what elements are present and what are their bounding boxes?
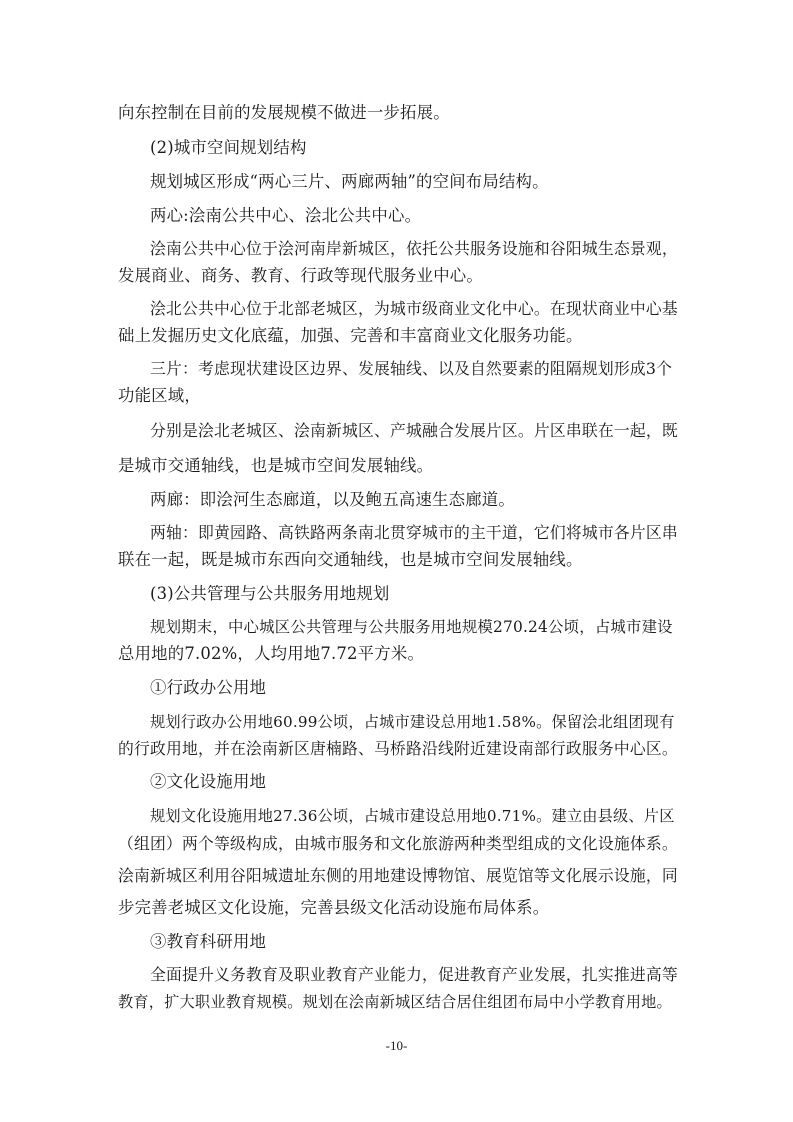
text-line: 浍南公共中心位于浍河南岸新城区，依托公共服务设施和谷阳城生态景观， [150,239,678,258]
text-line: 规划行政办公用地60.99公顷，占城市建设总用地1.58%。保留浍北组团现有 [150,713,675,731]
text-line: 浍北公共中心位于北部老城区，为城市级商业文化中心。在现状商业中心基 [150,299,678,318]
text-line: 浍南新城区利用谷阳城遗址东侧的用地建设博物馆、展览馆等文化展示设施，同 [118,866,678,885]
section-heading: (2)城市空间规划结构 [150,138,307,157]
text-line: 步完善老城区文化设施，完善县级文化活动设施布局体系。 [118,898,550,917]
text-line: 联在一起，既是城市东西向交通轴线，也是城市空间发展轴线。 [118,550,583,569]
section-heading: (3)公共管理与公共服务用地规划 [150,584,390,603]
text-line: 规划文化设施用地27.36公顷，占城市建设总用地0.71%。建立由县级、片区 [150,807,675,825]
subsection-heading: ②文化设施用地 [150,772,267,791]
text-line: （组团）两个等级构成，由城市服务和文化旅游两种类型组成的文化设施体系。 [118,834,678,853]
subsection-heading: ①行政办公用地 [150,678,267,697]
text-line: 发展商业、商务、教育、行政等现代服务业中心。 [118,266,483,285]
text-line: 规划期末，中心城区公共管理与公共服务用地规模270.24公顷，占城市建设 [150,618,673,636]
text-line: 三片：考虑现状建设区边界、发展轴线、以及自然要素的阻隔规划形成3个 [150,359,673,378]
text-line: 全面提升义务教育及职业教育产业能力，促进教育产业发展，扎实推进高等 [150,965,678,984]
text-line: 是城市交通轴线，也是城市空间发展轴线。 [118,456,434,475]
text-line: 分别是浍北老城区、浍南新城区、产城融合发展片区。片区串联在一起，既 [150,421,678,440]
text-line: 的行政用地，并在浍南新区唐楠路、马桥路沿线附近建设南部行政服务中心区。 [118,739,678,758]
text-line: 总用地的7.02%，人均用地7.72平方米。 [118,644,425,663]
text-line: 向东控制在目前的发展规模不做进一步拓展。 [118,103,450,122]
text-line: 两心:浍南公共中心、浍北公共中心。 [150,206,422,225]
subsection-heading: ③教育科研用地 [150,932,267,951]
text-line: 两廊：即浍河生态廊道，以及鲍五高速生态廊道。 [150,490,515,509]
page-number: -10- [385,1038,408,1053]
text-line: 功能区域， [118,386,201,405]
text-line: 两轴：即黄园路、高铁路两条南北贯穿城市的主干道，它们将城市各片区串 [150,523,678,542]
text-line: 规划城区形成“两心三片、两廊两轴”的空间布局结构。 [150,172,549,191]
text-line: 教育，扩大职业教育规模。规划在浍南新城区结合居住组团布局中小学教育用地。 [118,993,672,1011]
text-line: 础上发掘历史文化底蕴，加强、完善和丰富商业文化服务功能。 [118,326,583,345]
